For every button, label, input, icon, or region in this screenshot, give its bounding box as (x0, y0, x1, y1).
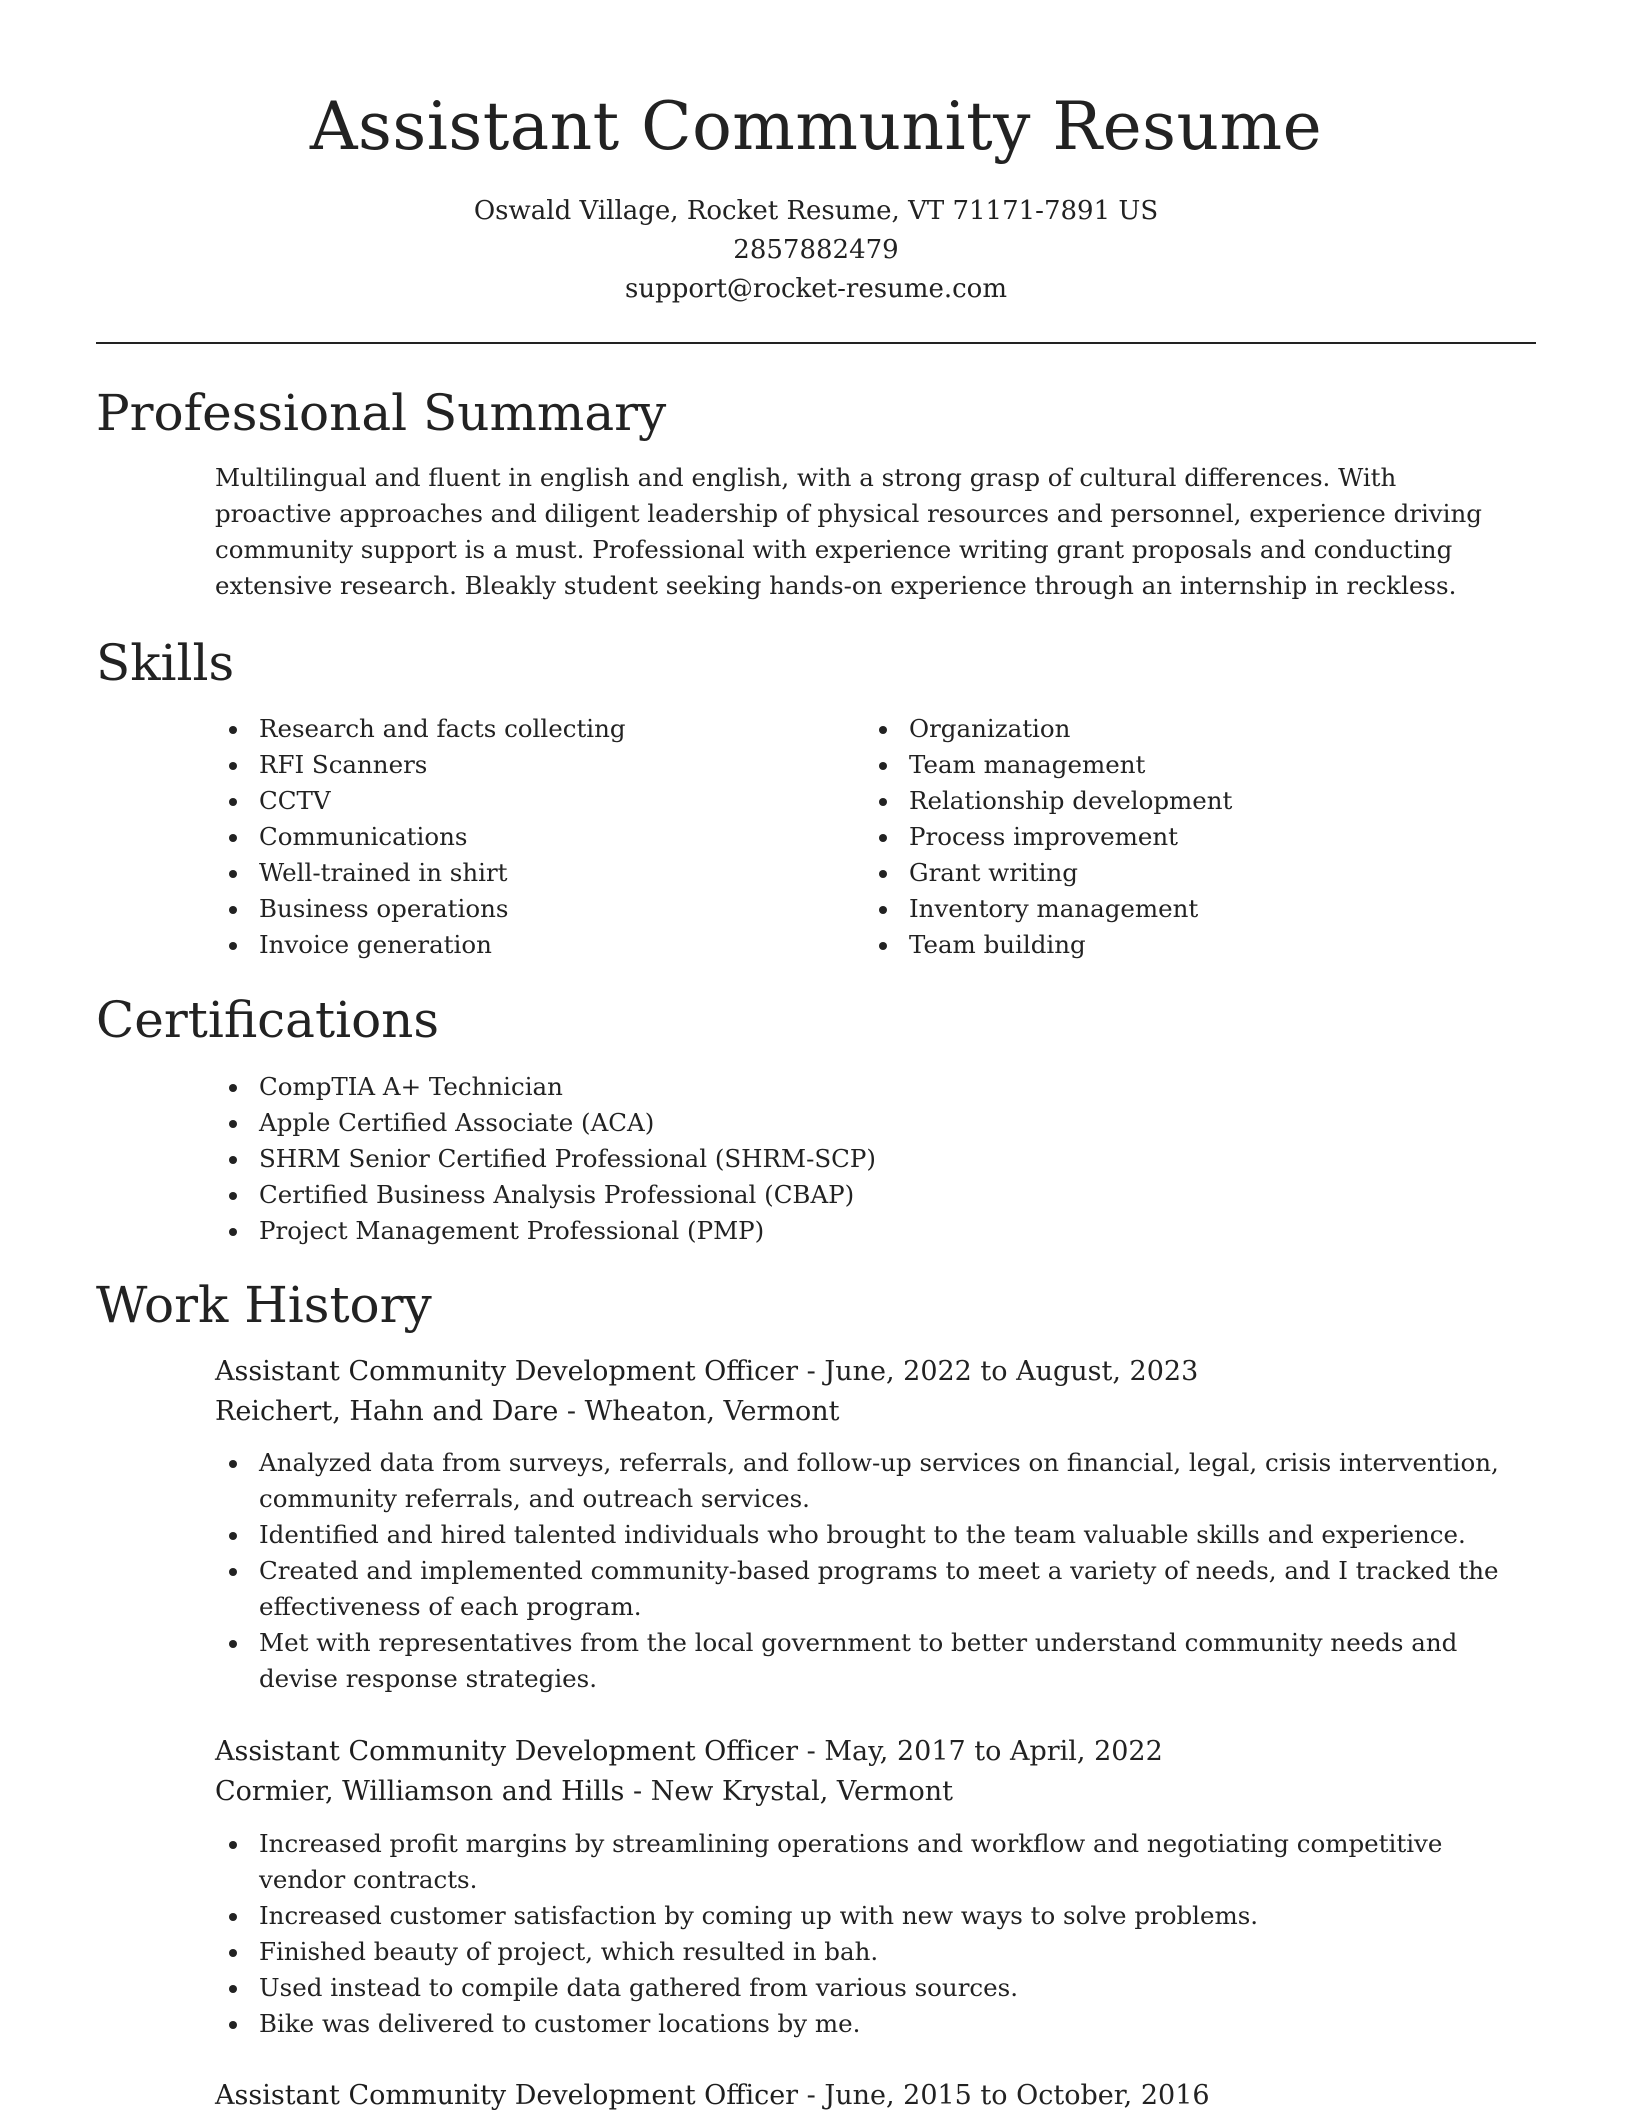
skill-item: Communications (215, 819, 815, 855)
skills-list-left (215, 711, 815, 963)
job-bullet: Identified and hired talented individuals who brought to the team valuable skills and experience. (215, 1517, 1515, 1553)
certifications-heading: Certifications (96, 991, 440, 1049)
skill-item: Relationship development (865, 783, 1465, 819)
skill-item: Inventory management (865, 891, 1465, 927)
skills-list-right (865, 711, 1465, 963)
job-location: New Krystal, Vermont (650, 1776, 953, 1807)
job-title-line: Assistant Community Development Officer - June, 2022 to August, 2023 (215, 1356, 1199, 1387)
certifications-list (215, 1069, 1515, 1249)
summary-text: Multilingual and fluent in english and english, with a strong grasp of cultural differences. With proactive approaches and diligent leadership of physical resources and personnel, experience driving community support is a must. Professional with experience writing grant proposals and conducting extensive research. Bleakly student seeking hands-on experience through an internship in reckless. (215, 463, 1482, 600)
skill-item: Business operations (215, 891, 815, 927)
job-company: Reichert, Hahn and Dare (215, 1396, 559, 1427)
job-company-line: Reichert, Hahn and Dare - Wheaton, Vermont (215, 1396, 840, 1427)
skill-item: Well-trained in shirt (215, 855, 815, 891)
job-bullet: Finished beauty of project, which resulted in bah. (215, 1934, 1515, 1970)
job-bullets (215, 1445, 1515, 1697)
skill-item: Team building (865, 927, 1465, 963)
certification-item: SHRM Senior Certified Professional (SHRM-SCP) (215, 1141, 1515, 1177)
job-company-line: Cormier, Williamson and Hills - New Krystal, Vermont (215, 1776, 953, 1807)
skill-item: Grant writing (865, 855, 1465, 891)
job-bullet: Analyzed data from surveys, referrals, and follow-up services on financial, legal, crisis intervention, community referrals, and outreach services. (215, 1445, 1515, 1517)
job-bullet: Created and implemented community-based programs to meet a variety of needs, and I tracked the effectiveness of each program. (215, 1553, 1515, 1625)
resume-header (0, 0, 1632, 309)
certification-item: CompTIA A+ Technician (215, 1069, 1515, 1105)
contact-info (0, 192, 1632, 309)
skills-heading: Skills (96, 634, 235, 692)
job-bullet: Met with representatives from the local government to better understand community needs and devise response strategies. (215, 1625, 1515, 1697)
job-bullets (215, 1826, 1515, 2042)
resume-title: Assistant Community Resume (309, 88, 1323, 165)
header-divider (96, 342, 1536, 344)
email: support@rocket-resume.com (624, 274, 1007, 304)
job-role: Assistant Community Development Officer (215, 1736, 799, 1767)
job-dates: June, 2022 to August, 2023 (824, 1356, 1199, 1387)
job-title-line: Assistant Community Development Officer - May, 2017 to April, 2022 (215, 1736, 1163, 1767)
job-location: Wheaton, Vermont (584, 1396, 840, 1427)
job-company: Cormier, Williamson and Hills (215, 1776, 625, 1807)
job-bullet: Used instead to compile data gathered from various sources. (215, 1970, 1515, 2006)
job-bullet: Increased customer satisfaction by coming up with new ways to solve problems. (215, 1898, 1515, 1934)
skill-item: Organization (865, 711, 1465, 747)
skill-item: Research and facts collecting (215, 711, 815, 747)
skill-item: Team management (865, 747, 1465, 783)
job-dates: May, 2017 to April, 2022 (824, 1736, 1163, 1767)
certification-item: Certified Business Analysis Professional (CBAP) (215, 1177, 1515, 1213)
job-role: Assistant Community Development Officer (215, 1356, 799, 1387)
summary-heading: Professional Summary (96, 384, 667, 442)
job-bullet: Bike was delivered to customer locations by me. (215, 2006, 1515, 2042)
job-role: Assistant Community Development Officer (215, 2080, 799, 2111)
phone: 2857882479 (733, 235, 899, 265)
skill-item: CCTV (215, 783, 815, 819)
skill-item: Invoice generation (215, 927, 815, 963)
job-bullet: Increased profit margins by streamlining operations and workflow and negotiating competitive vendor contracts. (215, 1826, 1515, 1898)
skill-item: RFI Scanners (215, 747, 815, 783)
job-dates: June, 2015 to October, 2016 (824, 2080, 1210, 2111)
work-history-heading: Work History (96, 1276, 432, 1334)
job-title-line: Assistant Community Development Officer - June, 2015 to October, 2016 (215, 2080, 1210, 2111)
certification-item: Apple Certified Associate (ACA) (215, 1105, 1515, 1141)
certification-item: Project Management Professional (PMP) (215, 1213, 1515, 1249)
address: Oswald Village, Rocket Resume, VT 71171-7891 US (473, 196, 1159, 226)
skill-item: Process improvement (865, 819, 1465, 855)
